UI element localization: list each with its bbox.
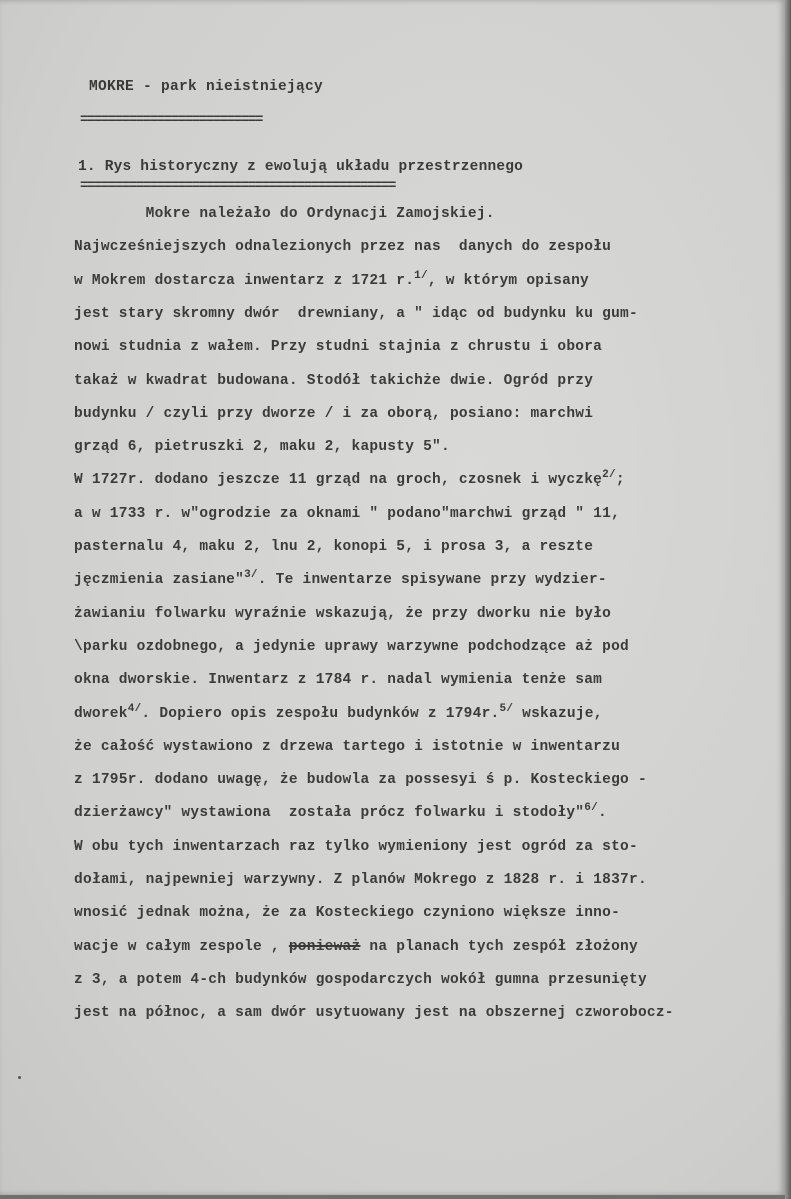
line-text: żawianiu folwarku wyraźnie wskazują, że przy dworku nie było — [74, 605, 612, 622]
document-heading: MOKRE - park nieistniejący — [89, 79, 324, 95]
section-title: 1. Rys historyczny z ewolują układu przestrzennego — [78, 159, 524, 175]
line-text: takaż w kwadrat budowana. Stodół takichże dwie. Ogród przy — [74, 372, 594, 389]
line-text: z 1795r. dodano uwagę, że budowla za possesyi ś p. Kosteckiego - — [74, 772, 647, 789]
footnote-ref: 3/ — [244, 569, 258, 582]
text-line — [74, 469, 625, 489]
line-text: nowi studnia z wałem. Przy studni stajnia z chrustu i obora — [74, 339, 603, 356]
line-text: na planach tych zespół złożony — [360, 938, 638, 955]
line-text: że całość wystawiono z drzewa tartego i istotnie w inwentarzu — [74, 738, 621, 755]
line-text: z 3, a potem 4-ch budynków gospodarczych wokół gumna przesunięty — [74, 971, 647, 988]
page-edge-shadow — [785, 0, 791, 1199]
text-line — [74, 406, 593, 422]
line-text: Najwcześniejszych odnalezionych przez nas danych do zespołu — [74, 239, 612, 256]
line-text: , w którym opisany — [427, 272, 589, 289]
text-line — [74, 373, 593, 389]
line-text: . Dopiero opis zespołu budynków z 1794r. — [141, 705, 500, 722]
line-text: jest na północ, a sam dwór usytuowany jest na obszernej czworobocz- — [74, 1005, 674, 1022]
line-text: a w 1733 r. w"ogrodzie za oknami " podano"marchwi grząd " 11, — [74, 505, 621, 522]
line-text: Mokre należało do Ordynacji Zamojskiej. — [74, 206, 495, 222]
text-line — [74, 639, 629, 655]
line-text: dołami, najpewniej warzywny. Z planów Mokrego z 1828 r. i 1837r. — [74, 872, 647, 888]
footnote-ref: 6/ — [584, 802, 598, 815]
text-line — [74, 606, 611, 622]
line-text: ; — [615, 472, 625, 489]
line-text: budynku / czyli przy dworze / i za oborą, posiano: marchwi — [74, 405, 594, 422]
text-line — [74, 872, 647, 888]
text-line — [74, 239, 611, 255]
footnote-ref: 2/ — [602, 469, 616, 482]
text-line — [74, 269, 589, 289]
text-line — [74, 569, 607, 589]
page-speck — [18, 1076, 21, 1079]
text-line — [74, 972, 647, 988]
text-line — [74, 672, 602, 688]
line-text: jęczmienia zasiane" — [74, 572, 245, 589]
text-line — [74, 1005, 674, 1021]
text-line — [74, 905, 620, 921]
text-line — [74, 206, 495, 222]
line-text: W 1727r. dodano jeszcze 11 grząd na groch, czosnek i wyczkę — [74, 472, 603, 489]
line-text: . — [597, 805, 607, 822]
line-text: dzierżawcy" wystawiona została prócz folwarku i stodoły" — [74, 805, 585, 822]
line-text: dworek — [74, 705, 128, 722]
section-underline: ============================================= — [80, 178, 396, 194]
line-text: W obu tych inwentarzach raz tylko wymieniony jest ogród za sto- — [74, 838, 638, 855]
text-line — [74, 306, 638, 322]
text-line — [74, 739, 620, 755]
line-text: pasternalu 4, maku 2, lnu 2, konopi 5, i prosa 3, a reszte — [74, 539, 594, 555]
line-text: wskazuje, — [513, 705, 603, 722]
footnote-ref: 4/ — [127, 702, 142, 715]
text-line — [74, 506, 620, 522]
text-line — [74, 439, 450, 455]
text-line — [74, 939, 638, 955]
text-line — [74, 802, 607, 822]
heading-underline: ========================== — [80, 112, 263, 128]
text-line — [74, 539, 593, 555]
line-text: wnosić jednak można, że za Kosteckiego czyniono większe inno- — [74, 905, 621, 922]
line-text: w Mokrem dostarcza inwentarz z 1721 r. — [74, 272, 415, 289]
footnote-ref: 5/ — [499, 702, 514, 715]
line-text: . Te inwentarze spisywane przy wydzier- — [257, 572, 607, 589]
text-line — [74, 772, 647, 788]
struck-word: ponieważ — [288, 938, 361, 955]
line-text: okna dworskie. Inwentarz z 1784 r. nadal wymienia tenże sam — [74, 672, 603, 689]
line-text: grząd 6, pietruszki 2, maku 2, kapusty 5". — [74, 439, 450, 456]
footnote-ref: 1/ — [414, 269, 428, 282]
text-line — [74, 839, 638, 855]
line-text: \parku ozdobnego, a jedynie uprawy warzywne podchodzące aż pod — [74, 638, 629, 655]
line-text: jest stary skromny dwór drewniany, a " idąc od budynku ku gum- — [74, 305, 638, 322]
text-line — [74, 702, 603, 722]
text-line — [74, 339, 602, 355]
line-text: wacje w całym zespole , — [74, 938, 289, 955]
